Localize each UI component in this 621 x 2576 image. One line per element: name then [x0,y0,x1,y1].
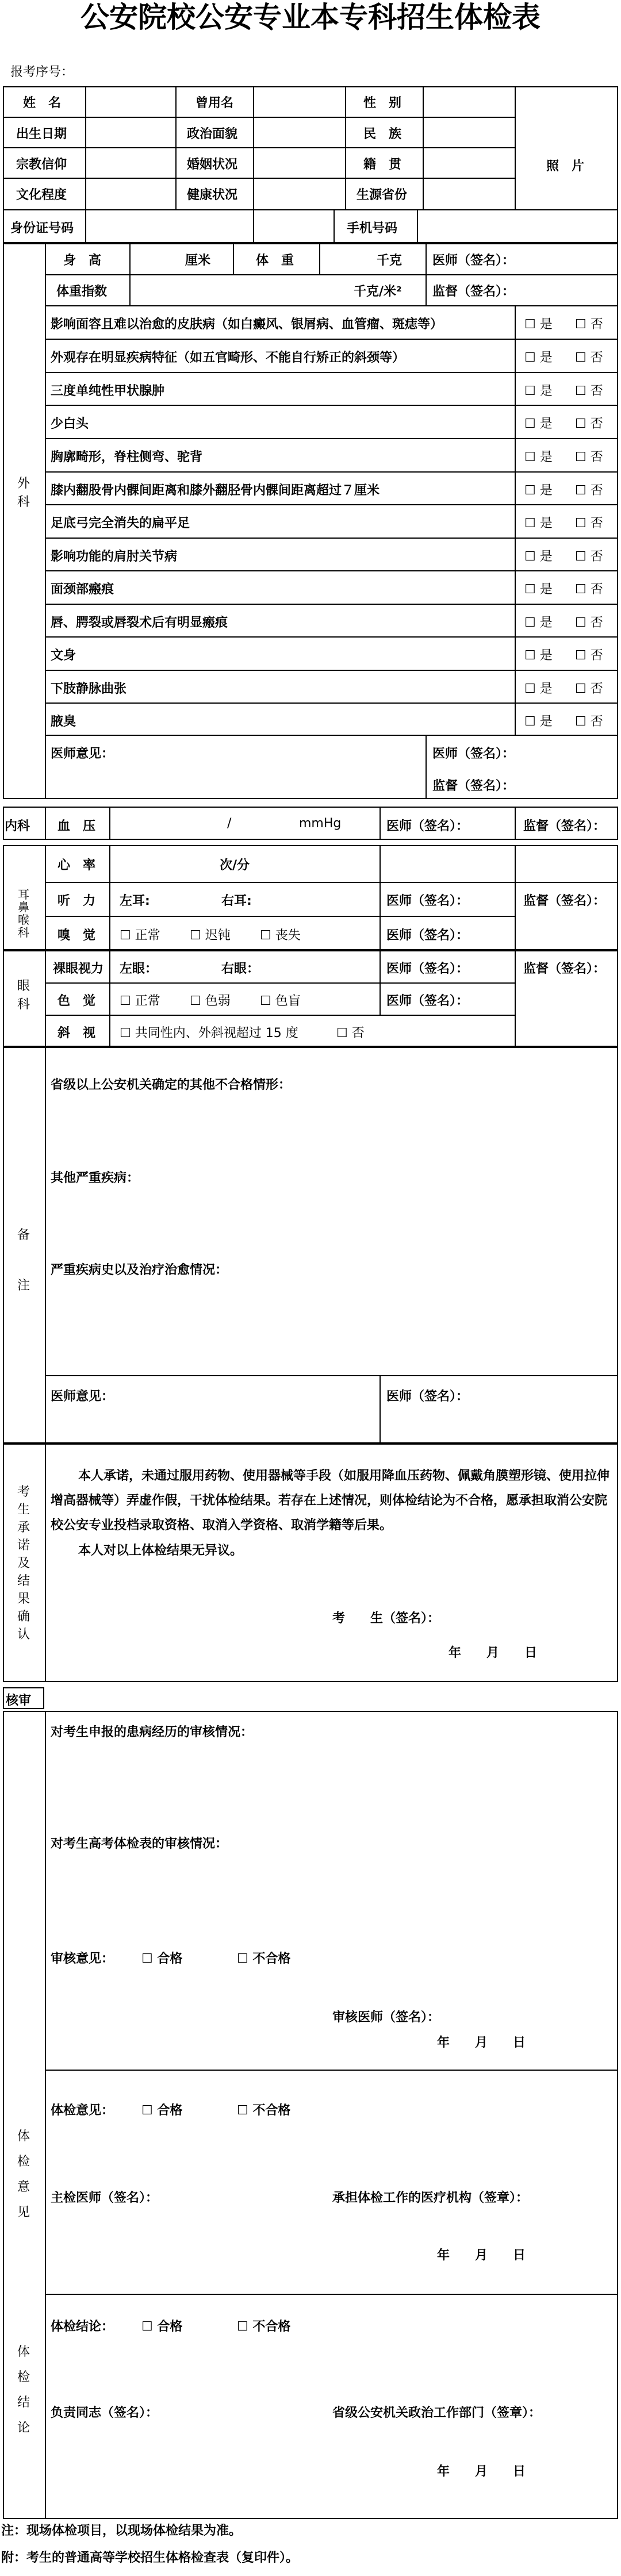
exam-pass-checkbox[interactable]: ☐ 合格 [141,2103,183,2118]
height-unit: 厘米 [185,254,211,268]
conclusion-pass-checkbox[interactable]: ☐ 合格 [141,2320,183,2334]
gender-label: 性 别 [363,96,402,110]
id-no-label: 身份证号码 [10,221,74,236]
squint-checkbox[interactable]: ☐ 共同性内、外斜视超过 15 度 [120,1026,298,1041]
no-checkbox[interactable]: ☐ 否 [575,351,603,365]
surgery-doctor-opinion: 医师意见： [51,747,114,761]
surgery-item-5: 胸廓畸形，脊柱侧弯、驼背 [51,450,203,464]
phone-label: 手机号码 [347,221,398,236]
pledge-text: 本人承诺，未通过服用药物、使用器械等手段（如服用降血压药物、佩戴角膜塑形镜、使用拉伸增高器械等）弄虚作假，干扰体检结果。若存在上述情况，则体检结论为不合格，愿承担取消公安院校公安专业投档录取资格、取消入学资格、取消学籍等后果。 [51,1469,610,1533]
political-label: 政治面貌 [187,127,238,141]
note-1: 注：现场体检项目，以现场体检结果为准。 [1,2524,242,2538]
left-eye-label: 左眼： [120,962,158,976]
surgery-supervisor-sign: 监督（签名）： [432,779,515,793]
yes-checkbox[interactable]: ☐ 是 [524,317,553,332]
remarks-section [3,1047,618,1444]
ent-supervisor-sign: 监督（签名）： [523,894,606,908]
remarks-doctor-opinion: 医师意见： [51,1389,114,1404]
ethnic-label: 民 族 [363,127,402,141]
squint-no-checkbox[interactable]: ☐ 否 [336,1026,365,1041]
right-eye-label: 右眼： [221,962,260,976]
remarks-doctor-sign: 医师（签名）： [386,1389,469,1404]
no-checkbox[interactable]: ☐ 否 [575,417,603,431]
surgery-doctor-sign-top: 医师（签名）： [432,254,515,268]
surgery-item-8: 影响功能的肩肘关节病 [51,550,178,564]
yes-checkbox[interactable]: ☐ 是 [524,550,553,564]
surgery-item-13: 腋臭 [51,715,76,729]
form-title: 公安院校公安专业本专科招生体检表 [80,0,540,34]
squint-label: 斜 视 [57,1026,96,1041]
smell-normal-checkbox[interactable]: ☐ 正常 [120,928,160,943]
no-checkbox[interactable]: ☐ 否 [575,317,603,332]
pledge-date: 年 月 日 [448,1646,538,1660]
pledge-sign: 考 生（签名）： [332,1611,440,1626]
smell-slow-checkbox[interactable]: ☐ 迟钝 [190,928,231,943]
province-label: 生源省份 [356,188,408,202]
weight-label: 体 重 [256,254,294,268]
exam-fail-checkbox[interactable]: ☐ 不合格 [237,2103,291,2118]
remarks-line-2: 其他严重疾病： [51,1171,140,1185]
no-checkbox[interactable]: ☐ 否 [575,616,603,630]
ent-doctor-sign-1: 医师（签名）： [386,894,469,908]
leader-sign: 负责同志（签名）： [51,2406,159,2420]
yes-checkbox[interactable]: ☐ 是 [524,351,553,365]
height-label: 身 高 [63,254,102,268]
heart-rate-label: 心 率 [57,858,96,873]
bmi-label: 体重指数 [56,285,108,299]
remarks-section-label: 备注 [17,1228,30,1293]
yes-checkbox[interactable]: ☐ 是 [524,384,553,398]
yes-checkbox[interactable]: ☐ 是 [524,516,553,531]
naked-vision-label: 裸眼视力 [53,962,104,976]
surgery-item-6: 膝内翻股骨内髁间距离和膝外翻胫骨内髁间距离超过７厘米 [51,483,380,498]
bp-unit: mmHg [299,816,342,831]
internal-doctor-sign: 医师（签名）： [386,819,469,834]
name-label: 姓 名 [23,96,62,110]
hearing-label: 听 力 [57,894,96,908]
internal-section-label: 内科 [5,819,30,834]
eye-doctor-sign-1: 医师（签名）： [386,962,469,976]
chief-doctor-sign: 主检医师（签名）： [51,2191,159,2205]
yes-checkbox[interactable]: ☐ 是 [524,417,553,431]
yes-checkbox[interactable]: ☐ 是 [524,582,553,597]
color-vision-label: 色 觉 [57,994,96,1008]
pledge-section-label: 考生承诺及结果确认 [17,1485,30,1642]
no-checkbox[interactable]: ☐ 否 [575,715,603,729]
photo-label: 照 片 [546,159,585,174]
smell-label: 嗅 觉 [57,928,96,943]
yes-checkbox[interactable]: ☐ 是 [524,616,553,630]
color-normal-checkbox[interactable]: ☐ 正常 [120,994,160,1008]
surgery-item-3: 三度单纯性甲状腺肿 [51,384,165,398]
review-fail-checkbox[interactable]: ☐ 不合格 [237,1952,291,1966]
conclusion-fail-checkbox[interactable]: ☐ 不合格 [237,2320,291,2334]
review-date: 年 月 日 [437,2036,526,2050]
health-label: 健康状况 [187,188,238,202]
color-blind-checkbox[interactable]: ☐ 色盲 [260,994,301,1008]
yes-checkbox[interactable]: ☐ 是 [524,483,553,498]
no-checkbox[interactable]: ☐ 否 [575,483,603,498]
bp-label: 血 压 [57,819,96,834]
remarks-line-3: 严重疾病史以及治疗治愈情况： [51,1263,228,1277]
conclusion-section-label: 体检结论 [17,2345,30,2435]
no-checkbox[interactable]: ☐ 否 [575,550,603,564]
yes-checkbox[interactable]: ☐ 是 [524,715,553,729]
color-weak-checkbox[interactable]: ☐ 色弱 [190,994,231,1008]
surgery-item-4: 少白头 [51,417,89,431]
bmi-unit: 千克/米² [354,285,402,299]
internal-supervisor-sign: 监督（签名）： [523,819,606,834]
review-opinion-label: 审核意见： [51,1952,114,1966]
used-name-label: 曾用名 [195,96,234,110]
surgery-supervisor-sign-top: 监督（签名）： [432,285,515,299]
native-label: 籍 贯 [363,158,402,172]
eye-supervisor-sign: 监督（签名）： [523,962,606,976]
smell-lost-checkbox[interactable]: ☐ 丧失 [260,928,301,943]
bp-separator: / [227,816,232,831]
medical-org-sign: 承担体检工作的医疗机构（签章）： [332,2191,529,2205]
note-2: 附：考生的普通高等学校招生体格检查表（复印件）。 [1,2551,299,2565]
left-ear-label: 左耳: [120,894,150,908]
basic-info-table [3,86,618,243]
surgery-item-11: 文身 [51,648,76,663]
exam-opinion-date: 年 月 日 [437,2248,526,2263]
eye-section-label: 眼科 [17,979,30,1012]
no-checkbox[interactable]: ☐ 否 [575,682,603,696]
review-pass-checkbox[interactable]: ☐ 合格 [141,1952,183,1966]
birth-label: 出生日期 [16,127,67,141]
marital-label: 婚姻状况 [187,158,238,172]
right-ear-label: 右耳: [221,894,252,908]
surgery-item-2: 外观存在明显疾病特征（如五官畸形、不能自行矫正的斜颈等） [51,351,405,365]
remarks-line-1: 省级以上公安机关确定的其他不合格情形： [51,1078,292,1092]
exam-no-label: 报考序号： [10,65,74,79]
surgery-item-9: 面颈部瘢痕 [51,582,114,597]
eye-doctor-sign-2: 医师（签名）： [386,994,469,1008]
yes-checkbox[interactable]: ☐ 是 [524,648,553,663]
surgery-item-10: 唇、腭裂或唇裂术后有明显瘢痕 [51,616,228,630]
surgery-item-12: 下肢静脉曲张 [51,682,127,696]
exam-opinion-section-label: 体检意见 [17,2129,30,2220]
no-checkbox[interactable]: ☐ 否 [575,384,603,398]
yes-checkbox[interactable]: ☐ 是 [524,682,553,696]
conclusion-label: 体检结论： [51,2320,114,2334]
exam-opinion-label: 体检意见： [51,2103,114,2118]
no-checkbox[interactable]: ☐ 否 [575,582,603,597]
review-tab-label: 核审 [6,1694,32,1708]
surgery-section-label: 外科 [17,477,30,509]
review-doctor-sign: 审核医师（签名）： [332,2010,440,2025]
surgery-doctor-sign: 医师（签名）： [432,747,515,761]
surgery-item-7: 足底弓完全消失的扁平足 [51,516,190,531]
heart-rate-unit: 次/分 [220,858,250,873]
review-line-2: 对考生高考体检表的审核情况： [51,1837,228,1851]
surgery-item-1: 影响面容且难以治愈的皮肤病（如白癜风、银屑病、血管瘤、斑痣等） [51,317,443,332]
ent-section-label: 耳鼻喉科 [18,888,29,939]
yes-checkbox[interactable]: ☐ 是 [524,450,553,464]
education-label: 文化程度 [16,188,67,202]
no-checkbox[interactable]: ☐ 否 [575,450,603,464]
weight-unit: 千克 [377,254,402,268]
conclusion-date: 年 月 日 [437,2464,526,2479]
review-line-1: 对考生申报的患病经历的审核情况： [51,1725,254,1740]
no-checkbox[interactable]: ☐ 否 [575,648,603,663]
religion-label: 宗教信仰 [16,158,67,172]
no-checkbox[interactable]: ☐ 否 [575,516,603,531]
ent-doctor-sign-2: 医师（签名）： [386,928,469,943]
pledge-confirm: 本人对以上体检结果无异议。 [78,1544,243,1558]
dept-sign: 省级公安机关政治工作部门（签章）： [332,2406,542,2420]
